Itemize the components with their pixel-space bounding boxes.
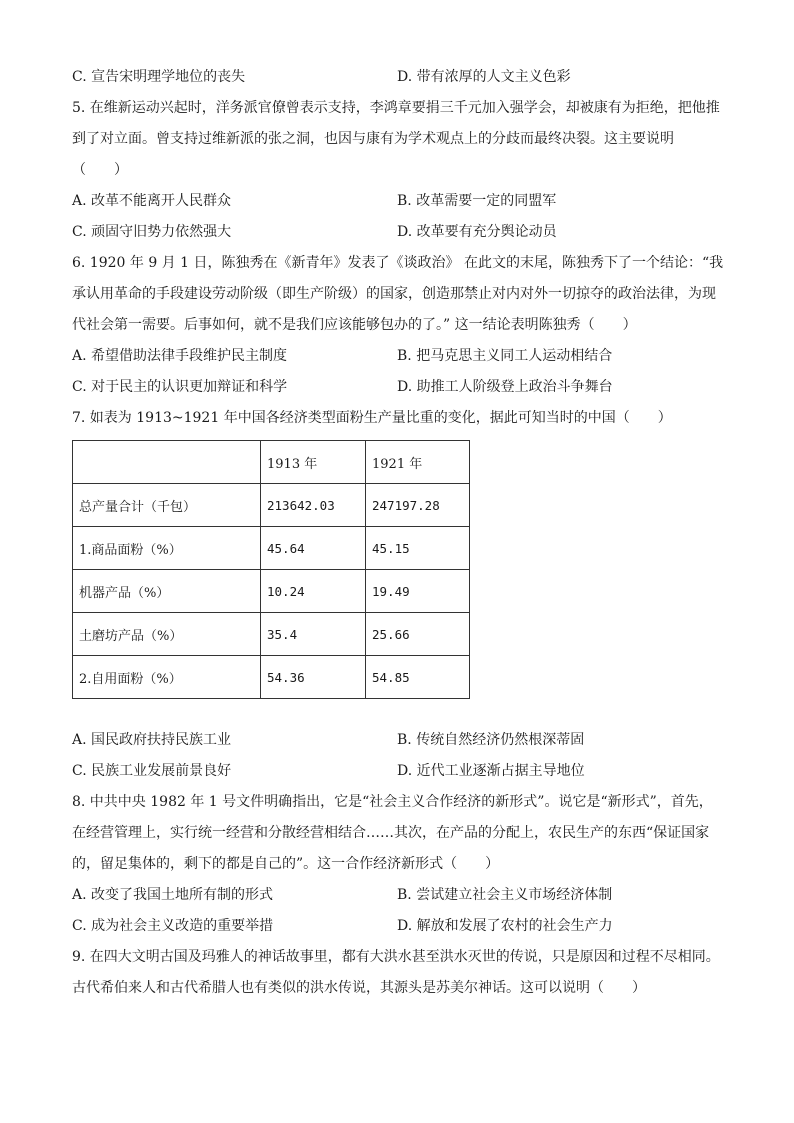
table-cell: 土磨坊产品（%） <box>73 613 261 656</box>
q7-options-row-1 <box>72 725 724 756</box>
table-cell: 54.85 <box>366 656 470 699</box>
q4-option-c[interactable]: C. 宣告宋明理学地位的丧失 <box>72 69 246 85</box>
table-cell: 35.4 <box>261 613 366 656</box>
question-7 <box>72 403 724 787</box>
q4-option-d[interactable]: D. 带有浓厚的人文主义色彩 <box>397 69 571 85</box>
table-row <box>73 527 470 570</box>
q6-option-d[interactable]: D. 助推工人阶级登上政治斗争舞台 <box>397 379 613 395</box>
q4-options <box>72 62 724 93</box>
q6-stem-line-1: 6. 1920 年 9 月 1 日，陈独秀在《新青年》发表了《谈政治》 在此文的末尾，陈独秀下了一个结论：“我 <box>72 255 724 271</box>
q5-option-a[interactable]: A. 改革不能离开人民群众 <box>72 193 232 209</box>
table-cell: 总产量合计（千包） <box>73 484 261 527</box>
q8-stem-line-3: 的，留足集体的，剩下的都是自己的”。这一合作经济新形式（ ） <box>72 856 500 872</box>
q9-stem-line-1: 9. 在四大文明古国及玛雅人的神话故事里，都有大洪水甚至洪水灭世的传说，只是原因和过程不尽相同。 <box>72 949 720 965</box>
question-8 <box>72 787 724 942</box>
table-row <box>73 484 470 527</box>
q5-option-d[interactable]: D. 改革要有充分舆论动员 <box>397 224 557 240</box>
q6-option-a[interactable]: A. 希望借助法律手段维护民主制度 <box>72 348 288 364</box>
q8-options-row-2 <box>72 911 724 942</box>
table-cell: 1.商品面粉（%） <box>73 527 261 570</box>
q6-stem-line-2: 承认用革命的手段建设劳动阶级（即生产阶级）的国家，创造那禁止对内对外一切掠夺的政治法律，为现 <box>72 286 716 302</box>
q5-option-b[interactable]: B. 改革需要一定的同盟军 <box>397 193 557 209</box>
table-row <box>73 613 470 656</box>
table-cell: 19.49 <box>366 570 470 613</box>
table-header-cell: 1921 年 <box>366 441 470 484</box>
q6-options-row-2 <box>72 372 724 403</box>
q7-option-c[interactable]: C. 民族工业发展前景良好 <box>72 763 232 779</box>
table-cell: 2.自用面粉（%） <box>73 656 261 699</box>
q9-stem-line-2: 古代希伯来人和古代希腊人也有类似的洪水传说，其源头是苏美尔神话。这可以说明（ ） <box>72 980 646 996</box>
table-row <box>73 570 470 613</box>
table-row <box>73 656 470 699</box>
question-6 <box>72 248 724 403</box>
table-header-row <box>73 441 470 484</box>
q6-stem-line-3: 代社会第一需要。后事如何，就不是我们应该能够包办的了。” 这一结论表明陈独秀（ ） <box>72 317 637 333</box>
q8-options-row-1 <box>72 880 724 911</box>
table-cell: 54.36 <box>261 656 366 699</box>
q5-options-row-1 <box>72 186 724 217</box>
q7-option-a[interactable]: A. 国民政府扶持民族工业 <box>72 732 232 748</box>
q7-stem: 7. 如表为 1913~1921 年中国各经济类型面粉生产量比重的变化，据此可知当时的中国（ ） <box>72 410 672 426</box>
q5-option-c[interactable]: C. 顽固守旧势力依然强大 <box>72 224 232 240</box>
question-5 <box>72 93 724 248</box>
q6-options-row-1 <box>72 341 724 372</box>
q5-answer-blank: （ ） <box>72 162 128 178</box>
flour-production-table <box>72 440 470 699</box>
q6-option-c[interactable]: C. 对于民主的认识更加辩证和科学 <box>72 379 288 395</box>
table-cell: 45.15 <box>366 527 470 570</box>
q5-stem-line-2: 到了对立面。曾支持过维新派的张之洞，也因与康有为学术观点上的分歧而最终决裂。这主要说明 <box>72 131 674 147</box>
table-cell: 25.66 <box>366 613 470 656</box>
q6-option-b[interactable]: B. 把马克思主义同工人运动相结合 <box>397 348 613 364</box>
q7-options-row-2 <box>72 756 724 787</box>
q8-option-a[interactable]: A. 改变了我国土地所有制的形式 <box>72 887 274 903</box>
table-header-cell: 1913 年 <box>261 441 366 484</box>
table-cell: 213642.03 <box>261 484 366 527</box>
q5-stem-line-1: 5. 在维新运动兴起时，洋务派官僚曾表示支持，李鸿章要捐三千元加入强学会，却被康有为拒绝，把他推 <box>72 100 720 116</box>
q5-options-row-2 <box>72 217 724 248</box>
table-cell: 机器产品（%） <box>73 570 261 613</box>
q8-stem-line-2: 在经营管理上，实行统一经营和分散经营相结合……其次，在产品的分配上，农民生产的东西“保证国家 <box>72 825 710 841</box>
exam-page <box>72 62 724 1004</box>
q8-stem-line-1: 8. 中共中央 1982 年 1 号文件明确指出，它是“社会主义合作经济的新形式”。说它是“新形式”，首先， <box>72 794 713 810</box>
table-cell: 45.64 <box>261 527 366 570</box>
table-cell: 10.24 <box>261 570 366 613</box>
question-9 <box>72 942 724 1004</box>
q7-option-b[interactable]: B. 传统自然经济仍然根深蒂固 <box>397 732 585 748</box>
table-cell: 247197.28 <box>366 484 470 527</box>
q8-option-b[interactable]: B. 尝试建立社会主义市场经济体制 <box>397 887 613 903</box>
table-header-cell <box>73 441 261 484</box>
q8-option-c[interactable]: C. 成为社会主义改造的重要举措 <box>72 918 274 934</box>
q8-option-d[interactable]: D. 解放和发展了农村的社会生产力 <box>397 918 613 934</box>
q7-option-d[interactable]: D. 近代工业逐渐占据主导地位 <box>397 763 585 779</box>
